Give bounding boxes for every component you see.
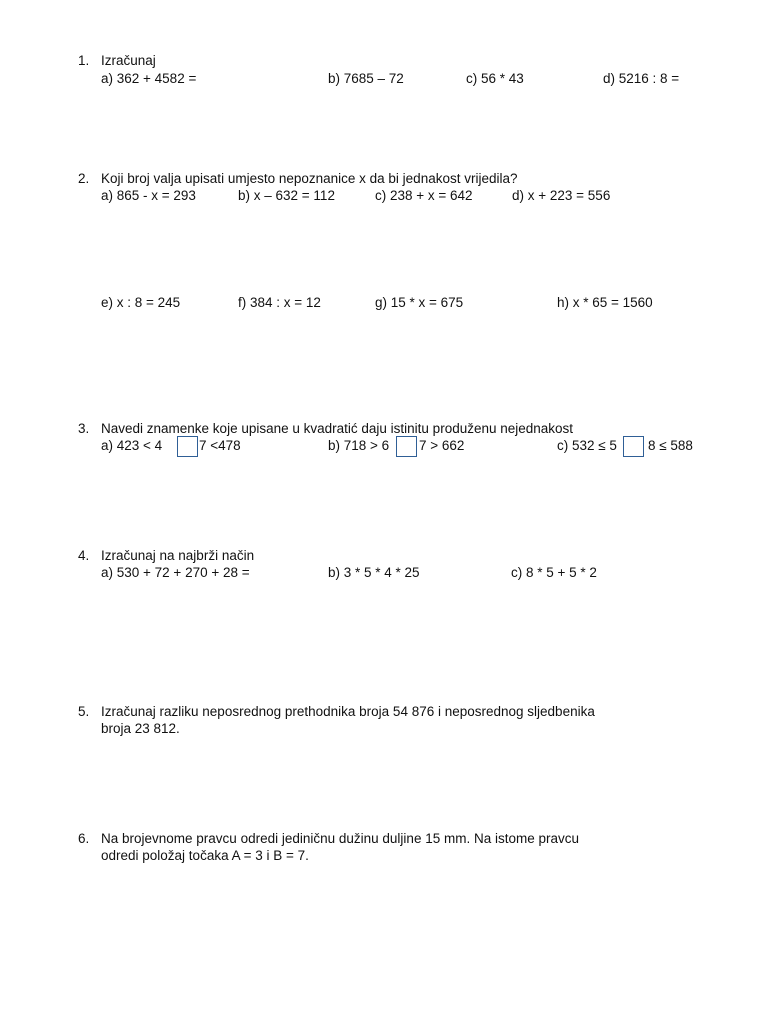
inequality-c-after: 8 ≤ 588 (648, 438, 693, 453)
task-text-line-1: Na brojevnome pravcu odredi jediničnu dužinu duljine 15 mm. Na istome pravcu (101, 831, 579, 846)
inequality-b-after: 7 > 662 (419, 438, 465, 453)
answer-box-b[interactable] (396, 436, 417, 457)
task-item-d: d) x + 223 = 556 (512, 188, 611, 203)
task-item-c: c) 8 * 5 + 5 * 2 (511, 565, 597, 580)
task-item-d: d) 5216 : 8 = (603, 71, 680, 86)
task-item-b: b) 3 * 5 * 4 * 25 (328, 565, 420, 580)
answer-box-c[interactable] (623, 436, 644, 457)
task-item-c: c) 56 * 43 (466, 71, 524, 86)
task-item-g: g) 15 * x = 675 (375, 295, 464, 310)
task-prompt: Izračunaj na najbrži način (101, 548, 255, 563)
task-number: 5. (78, 704, 90, 719)
task-item-a: a) 865 - x = 293 (101, 188, 196, 203)
task-prompt: Koji broj valja upisati umjesto nepoznanice x da bi jednakost vrijedila? (101, 171, 518, 186)
task-number: 1. (78, 53, 90, 68)
task-item-c: c) 238 + x = 642 (375, 188, 473, 203)
task-item-e: e) x : 8 = 245 (101, 295, 181, 310)
inequality-b-before: b) 718 > 6 (328, 438, 390, 453)
task-number: 3. (78, 421, 90, 436)
task-item-b: b) x – 632 = 112 (238, 188, 335, 203)
task-item-a: a) 530 + 72 + 270 + 28 = (101, 565, 250, 580)
task-number: 2. (78, 171, 90, 186)
task-item-a: a) 362 + 4582 = (101, 71, 197, 86)
inequality-c-before: c) 532 ≤ 5 (557, 438, 617, 453)
inequality-a-after: 7 <478 (199, 438, 241, 453)
task-prompt: Navedi znamenke koje upisane u kvadratić daju istinitu produženu nejednakost (101, 421, 574, 436)
task-prompt: Izračunaj (101, 53, 156, 68)
task-number: 6. (78, 831, 90, 846)
task-item-h: h) x * 65 = 1560 (557, 295, 653, 310)
task-text-line-1: Izračunaj razliku neposrednog prethodnika broja 54 876 i neposrednog sljedbenika (101, 704, 595, 719)
task-item-b: b) 7685 – 72 (328, 71, 404, 86)
task-item-f: f) 384 : x = 12 (238, 295, 321, 310)
task-number: 4. (78, 548, 90, 563)
task-text-line-2: broja 23 812. (101, 721, 180, 736)
task-text-line-2: odredi položaj točaka A = 3 i B = 7. (101, 848, 309, 863)
answer-box-a[interactable] (177, 436, 198, 457)
inequality-a-before: a) 423 < 4 (101, 438, 163, 453)
